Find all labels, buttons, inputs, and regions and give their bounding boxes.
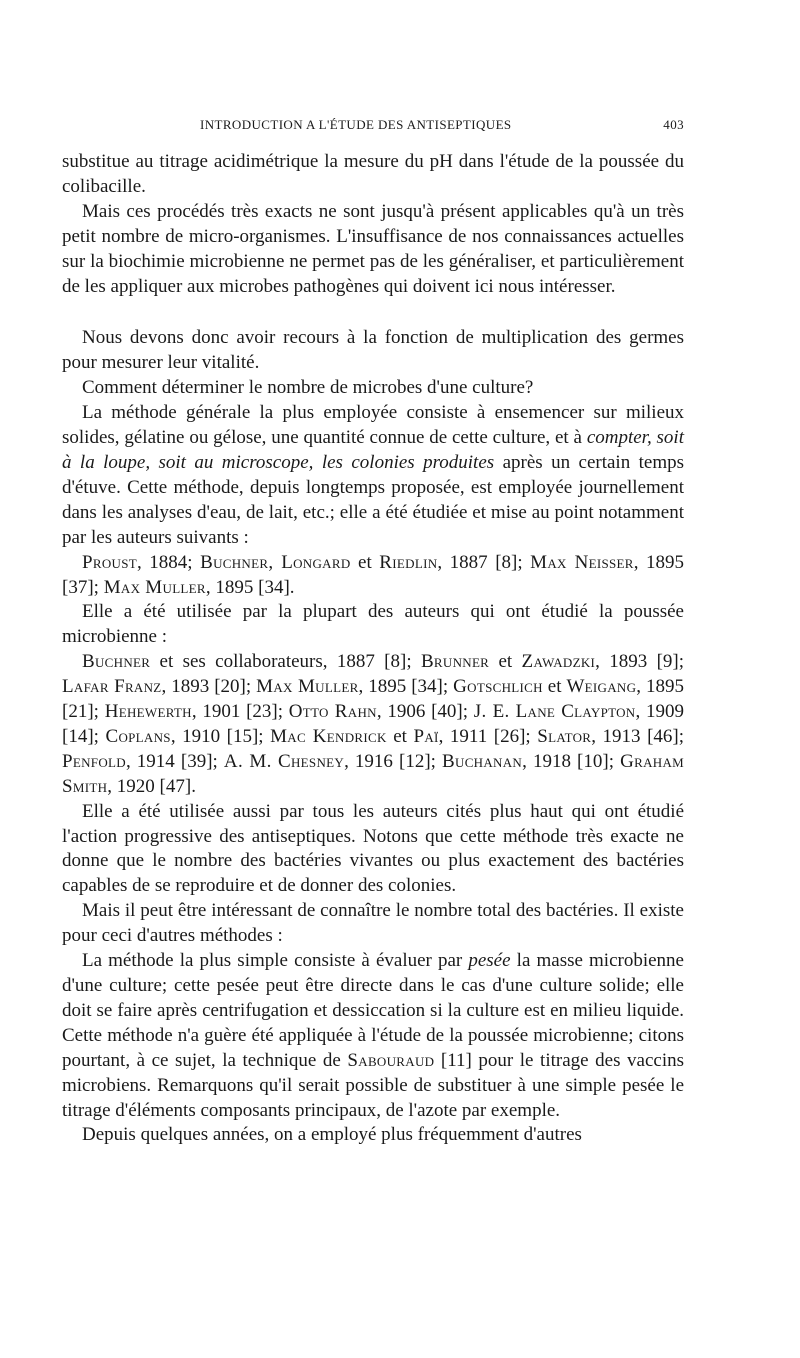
citation-text: , 1884; <box>137 551 201 573</box>
paragraph: Mais il peut être intéressant de connaître le nombre total des bactéries. Il existe pour ceci d'autres méthodes : <box>62 900 684 947</box>
reference-list <box>62 551 684 601</box>
paragraph-question: Comment déterminer le nombre de microbes d'une culture? <box>82 377 534 399</box>
citation-text: , 1893 [20]; <box>161 676 257 698</box>
citation-text: , 1909 [14]; <box>62 701 685 747</box>
citation-text: , 1887 [8]; <box>437 551 531 573</box>
author-name: Buchner, Longard <box>200 551 351 573</box>
author-name: Buchanan <box>442 750 523 772</box>
running-header <box>62 117 684 137</box>
paragraph: Elle a été utilisée par la plupart des auteurs qui ont étudié la poussée microbienne : <box>62 601 684 648</box>
citation-text: , 1901 [23]; <box>191 701 289 723</box>
author-name: Hehewerth <box>104 701 192 723</box>
author-name: A. M. Chesney <box>223 750 345 772</box>
paragraph: Nous devons donc avoir recours à la fonction de multiplication des germes pour mesurer leur vitalité. <box>62 327 684 374</box>
author-name: Riedlin <box>379 551 438 573</box>
citation-text: , 1916 [12]; <box>344 750 443 772</box>
author-name: Slator <box>537 725 592 747</box>
citation-text: , 1918 [10]; <box>522 750 621 772</box>
paragraph: Mais ces procédés très exacts ne sont jusqu'à présent applicables qu'à un très petit nombre de micro-organismes. L'insuffisance de nos connaissances actuelles sur la biochimie microbienne ne permet pas de les généraliser, et particulièrement de les appliquer aux microbes pathogènes qui doivent ici nous intéresser. <box>62 200 684 297</box>
reference-list <box>62 650 684 799</box>
author-name: Coplans <box>105 725 171 747</box>
paragraph-continuation: substitue au titrage acidimétrique la mesure du pH dans l'étude de la poussée du colibacille. <box>62 151 684 197</box>
citation-text: , 1895 [21]; <box>62 676 685 723</box>
citation-text: , 1913 [46]; <box>591 725 685 747</box>
text-run: La méthode la plus simple consiste à évaluer par <box>82 950 469 972</box>
paragraph-method <box>62 401 684 550</box>
citation-text: et <box>489 651 522 673</box>
author-name: Graham Smith <box>62 750 685 797</box>
author-name: Brunner <box>420 651 490 673</box>
author-name: Sabouraud <box>347 1049 435 1071</box>
citation-text: et ses collaborateurs, 1887 [8]; <box>150 651 421 673</box>
author-name: Penfold <box>62 750 126 772</box>
citation-text: et <box>350 551 380 573</box>
text-run: [11] pour le titrage des vaccins microbiens. Remarquons qu'il serait possible de substituer à une simple pesée le titrage d'éléments composants principaux, de l'azote par exemple. <box>62 1049 684 1121</box>
text-run: après un certain temps d'étuve. Cette méthode, depuis longtemps proposée, est employée journellement dans les analyses d'eau, de lait, etc.; elle a été étudiée et mise au point notamment par les auteurs suivants : <box>62 451 684 548</box>
author-name: Max Neisser <box>530 551 634 573</box>
author-name: Max Muller <box>103 576 206 598</box>
page-number: 403 <box>663 117 684 132</box>
citation-text: , 1895 [34]. <box>205 576 295 598</box>
author-name: Gotschlich <box>453 676 543 698</box>
author-name: Otto Rahn <box>288 701 377 723</box>
author-name: Buchner <box>82 651 151 673</box>
author-name: Weigang <box>566 676 637 698</box>
citation-text: , 1895 [34]; <box>358 676 454 698</box>
running-title: INTRODUCTION A L'ÉTUDE DES ANTISEPTIQUES <box>200 117 512 132</box>
author-name: Max Muller <box>256 676 359 698</box>
body-text <box>62 150 684 1148</box>
text-run: La méthode générale la plus employée consiste à ensemencer sur milieux solides, gélatine ou gélose, une quantité connue de cette culture, et à <box>62 402 684 449</box>
paragraph-continued-next-page: Depuis quelques années, on a employé plus fréquemment d'autres <box>82 1124 582 1146</box>
citation-text: , 1893 [9]; <box>595 651 685 673</box>
citation-text: et <box>542 676 567 698</box>
italic-text: compter, soit à la loupe, soit au microscope, les colonies produites <box>62 427 684 473</box>
citation-text: , 1914 [39]; <box>125 750 224 772</box>
author-name: Zawadzki <box>521 651 596 673</box>
citation-text: et <box>386 725 414 747</box>
paragraph-weighing-method <box>62 949 684 1123</box>
author-name: Mac Kendrick <box>270 725 387 747</box>
citation-text: , 1906 [40]; <box>376 701 474 723</box>
paragraph: Elle a été utilisée aussi par tous les auteurs cités plus haut qui ont étudié l'action progressive des antiseptiques. Notons que cette méthode très exacte ne donne que le nombre des bactéries vivantes ou plus exactement des bactéries capables de se reproduire et de donner des colonies. <box>62 800 684 897</box>
citation-text: , 1920 [47]. <box>107 775 196 797</box>
citation-text: , 1910 [15]; <box>170 725 271 747</box>
author-name: Lafar Franz <box>62 676 162 698</box>
author-name: J. E. Lane Claypton <box>473 701 636 723</box>
author-name: Proust <box>82 551 137 573</box>
author-name: Paï <box>413 725 439 747</box>
italic-text: pesée <box>468 950 511 972</box>
citation-text: , 1911 [26]; <box>438 725 538 747</box>
text-run: la masse microbienne d'une culture; cette pesée peut être directe dans le cas d'une culture solide; elle doit se faire après centrifugation et dessiccation si la culture est en milieu liquide. Cette méthode n'a guère été appliquée à l'étude de la poussée microbienne; citons pourtant, à ce sujet, la technique de <box>62 950 684 1071</box>
citation-text: , 1895 [37]; <box>62 551 685 598</box>
